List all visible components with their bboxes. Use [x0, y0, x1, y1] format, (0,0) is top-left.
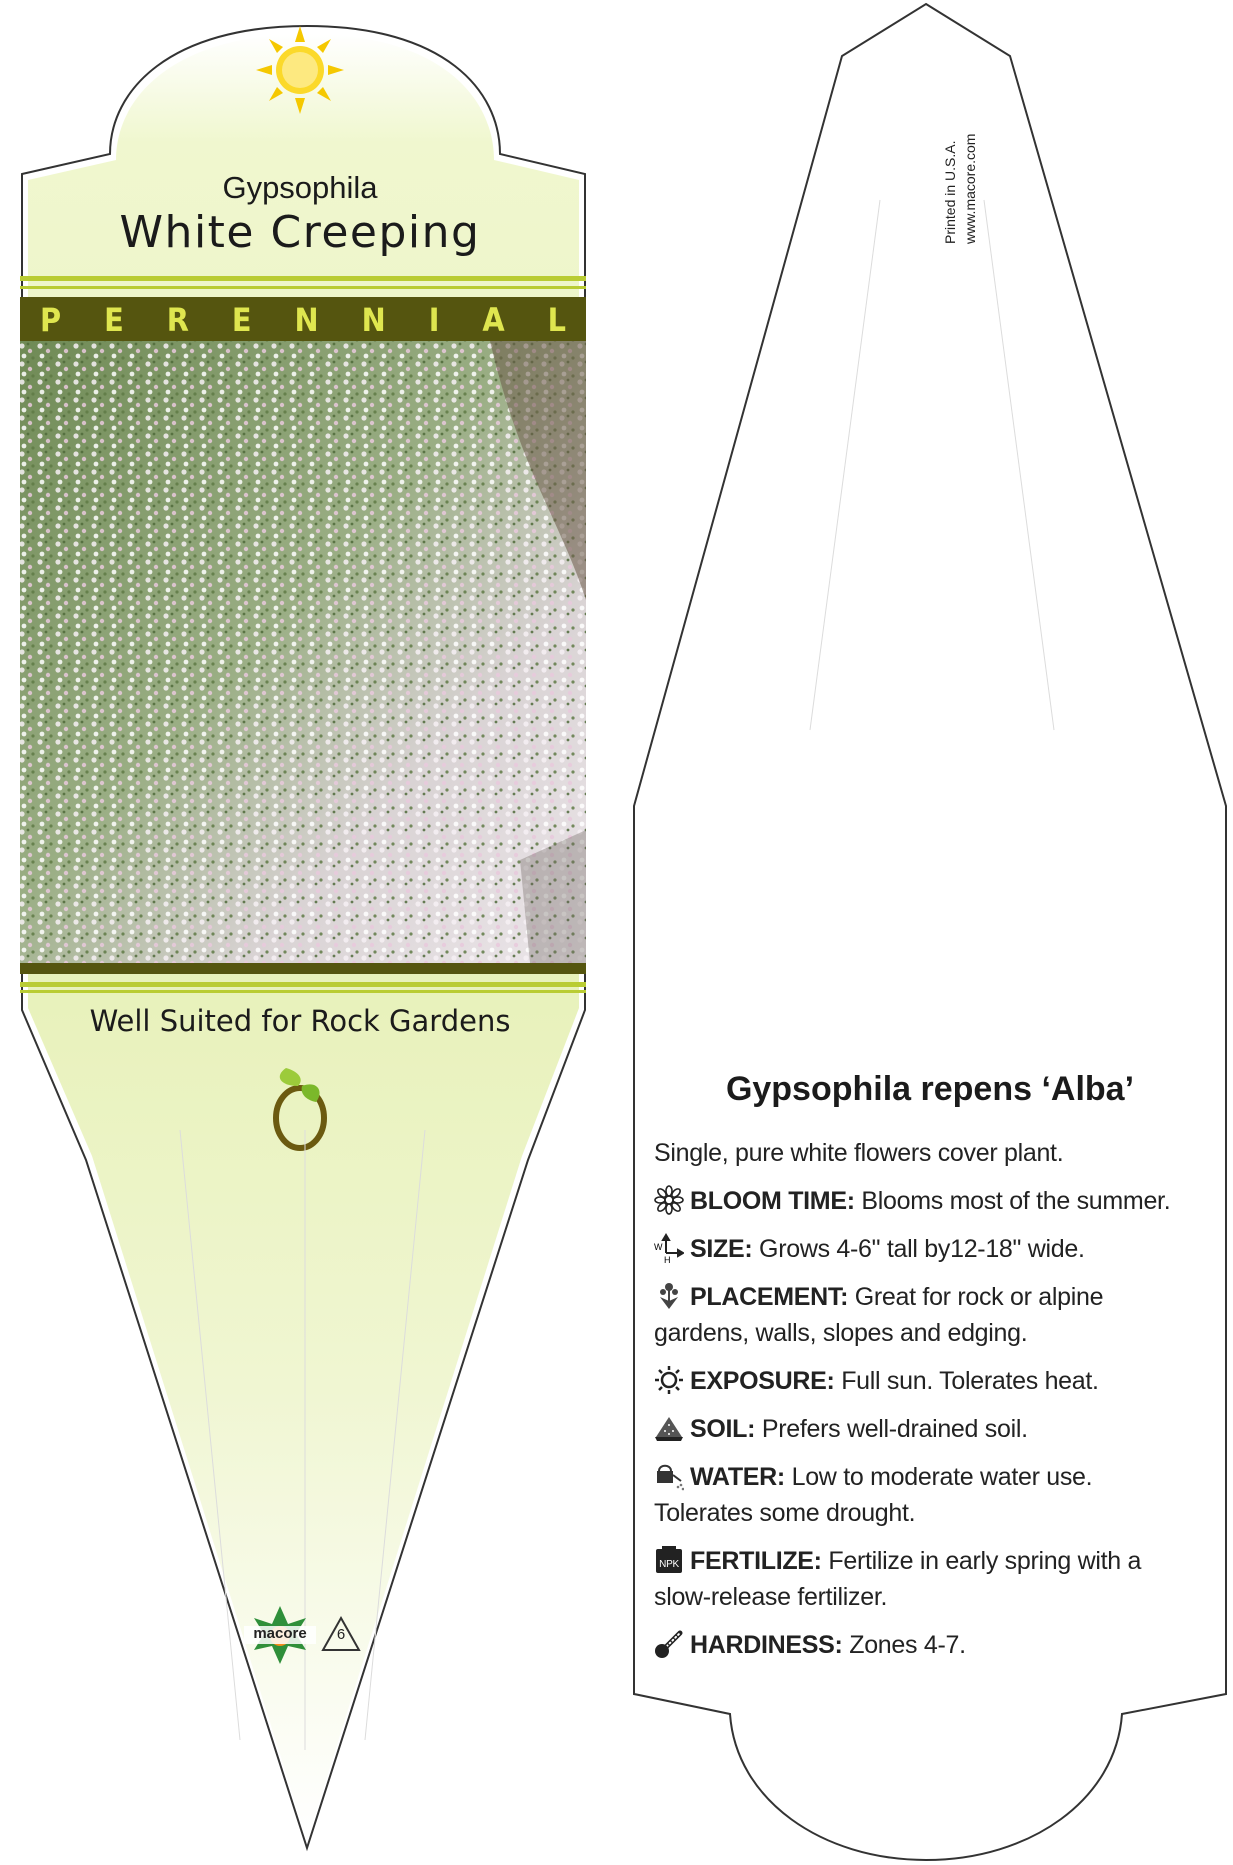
- recycle-code: 6: [336, 1626, 346, 1643]
- detail-text: Blooms most of the summer.: [854, 1187, 1171, 1215]
- detail-text: Fertilize in early spring with a slow-release fertilizer.: [654, 1547, 1142, 1611]
- detail-hardiness: [654, 1627, 1194, 1663]
- detail-label: SIZE:: [690, 1235, 753, 1263]
- brand-name: macore: [253, 1625, 307, 1642]
- detail-fertilize: [654, 1543, 1194, 1615]
- detail-label: HARDINESS:: [690, 1631, 843, 1659]
- detail-text: Grows 4-6" tall by12-18" wide.: [752, 1235, 1085, 1263]
- exposure-icon: [654, 1365, 684, 1395]
- detail-label: BLOOM TIME:: [690, 1187, 855, 1215]
- plant-cultivar: White Creeping: [119, 207, 481, 258]
- thermometer-icon: [654, 1629, 684, 1659]
- detail-text: Great for rock or alpine gardens, walls, slopes and edging.: [654, 1283, 1104, 1347]
- svg-text:W: W: [654, 1242, 663, 1252]
- svg-text:NPK: NPK: [659, 1559, 679, 1570]
- detail-label: EXPOSURE:: [690, 1367, 835, 1395]
- category-label: [20, 300, 586, 340]
- npk-icon: [654, 1545, 684, 1575]
- flower-icon: [654, 1185, 684, 1215]
- detail-placement: [654, 1279, 1194, 1351]
- soil-icon: [654, 1413, 684, 1443]
- botanical-name: Gypsophila repens ‘Alba’: [725, 1070, 1135, 1108]
- detail-label: WATER:: [690, 1463, 785, 1491]
- category-letter: R: [166, 301, 189, 339]
- detail-size: [654, 1231, 1194, 1267]
- detail-text: Zones 4-7.: [842, 1631, 966, 1659]
- detail-label: FERTILIZE:: [690, 1547, 822, 1575]
- printed-note: Printed in U.S.A.: [942, 140, 958, 244]
- detail-label: SOIL:: [690, 1415, 756, 1443]
- category-letter: L: [547, 301, 566, 339]
- detail-bloom-time: [654, 1183, 1194, 1219]
- description: Single, pure white flowers cover plant.: [654, 1139, 1064, 1167]
- website: www.macore.com: [962, 133, 978, 244]
- category-letter: E: [104, 301, 124, 339]
- plant-genus: Gypsophila: [222, 170, 378, 205]
- size-icon: [654, 1233, 684, 1263]
- detail-exposure: [654, 1363, 1194, 1399]
- plant-photo: [20, 341, 586, 963]
- sun-icon: [256, 26, 344, 114]
- detail-text: Full sun. Tolerates heat.: [834, 1367, 1099, 1395]
- svg-text:H: H: [664, 1255, 671, 1263]
- detail-water: [654, 1459, 1194, 1531]
- category-letter: E: [231, 301, 252, 339]
- detail-text: Prefers well-drained soil.: [755, 1415, 1028, 1443]
- water-icon: [654, 1461, 684, 1491]
- category-letter: N: [361, 301, 386, 339]
- placement-icon: [654, 1281, 684, 1311]
- detail-soil: [654, 1411, 1194, 1447]
- tagline: Well Suited for Rock Gardens: [89, 1004, 511, 1038]
- print-note: [940, 94, 978, 244]
- detail-text: Low to moderate water use. Tolerates some drought.: [654, 1463, 1093, 1527]
- category-letter: A: [482, 301, 505, 339]
- care-info: [654, 1135, 1194, 1675]
- category-letter: N: [294, 301, 319, 339]
- category-letter: I: [428, 301, 440, 339]
- detail-label: PLACEMENT:: [690, 1283, 849, 1311]
- category-letter: P: [40, 301, 62, 339]
